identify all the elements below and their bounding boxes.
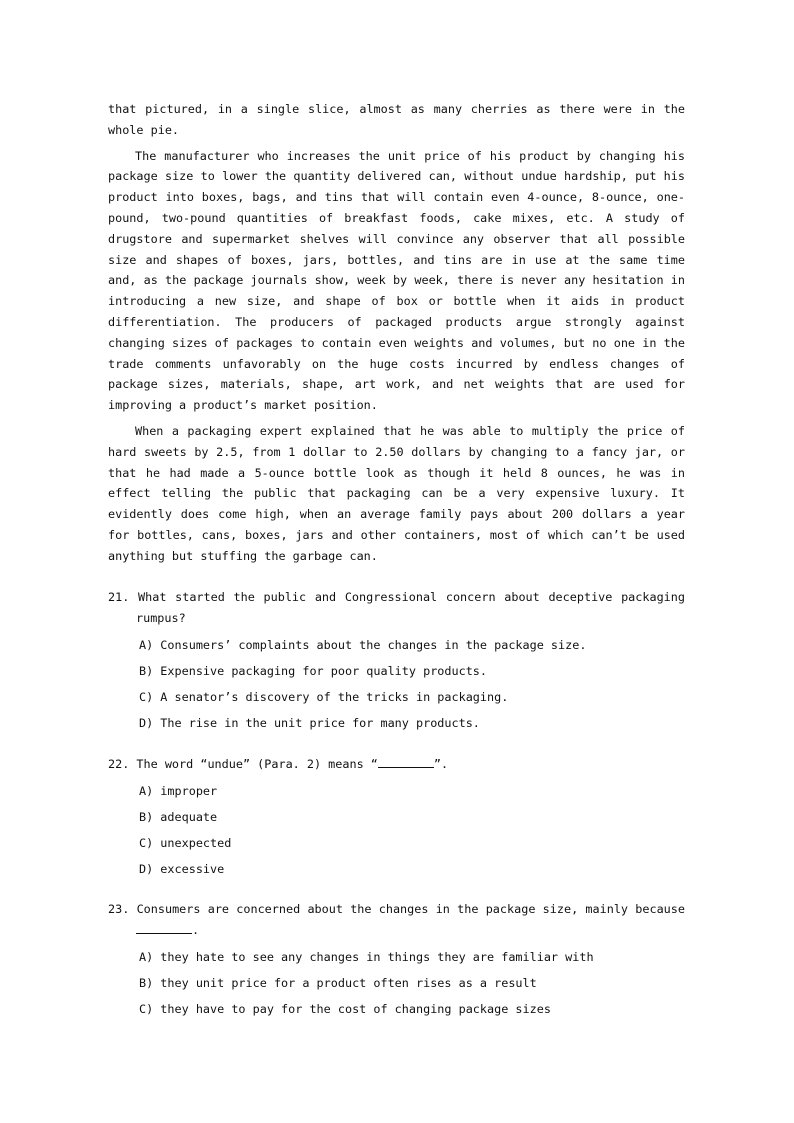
question-21-option-b: B) Expensive packaging for poor quality products. — [139, 663, 488, 678]
question-21-stem — [108, 587, 685, 629]
question-22-number: 22. — [108, 757, 130, 771]
question-22-option-b: B) adequate — [139, 809, 218, 824]
question-21 — [108, 587, 685, 736]
question-23 — [108, 899, 685, 1022]
question-21-option-d: D) The rise in the unit price for many products. — [139, 715, 480, 730]
passage — [108, 99, 685, 567]
question-23-option-c: C) they have to pay for the cost of changing package sizes — [139, 1001, 551, 1016]
question-23-stem — [108, 899, 685, 941]
question-23-text-before: Consumers are concerned about the changes in the package size, mainly because — [136, 902, 685, 916]
question-22-option-a: A) improper — [139, 783, 218, 798]
question-21-text: What started the public and Congressional concern about deceptive packaging rumpus? — [136, 590, 685, 625]
passage-paragraph-3: When a packaging expert explained that he was able to multiply the price of hard sweets by 2.5, from 1 dollar to 2.50 dollars by changing to a fancy jar, or that he had made a 5-ounce bottle look as though it held 8 ounces, he was in effect telling the public that packaging can be a very expensive luxury. It evidently does come high, when an average family pays about 200 dollars a year for bottles, cans, boxes, jars and other containers, most of which can’t be used anything but stuffing the garbage can. — [108, 423, 685, 563]
question-22-blank — [378, 754, 434, 768]
question-22 — [108, 754, 685, 882]
question-23-option-b: B) they unit price for a product often rises as a result — [139, 975, 537, 990]
question-22-options — [108, 778, 685, 882]
question-22-stem — [108, 754, 685, 775]
passage-paragraph-2: The manufacturer who increases the unit price of his product by changing his package size to lower the quantity delivered can, without undue hardship, put his product into boxes, bags, and tins that will contain even 4-ounce, 8-ounce, one-pound, two-pound quantities of breakfast foods, cake mixes, etc. A study of drugstore and supermarket shelves will convince any observer that all possible size and shapes of boxes, jars, bottles, and tins are in use at the same time and, as the package journals show, week by week, there is never any hesitation in introducing a new size, and shape of box or bottle when it aids in product differentiation. The producers of packaged products argue strongly against changing sizes of packages to contain even weights and volumes, but no one in the trade comments unfavorably on the huge costs incurred by endless changes of package sizes, materials, shape, art work, and net weights that are used for improving a product’s market position. — [108, 148, 685, 413]
question-22-text-before: The word “undue” (Para. 2) means “ — [136, 757, 378, 771]
question-23-options — [108, 944, 685, 1022]
question-22-option-d: D) excessive — [139, 861, 225, 876]
question-21-options — [108, 632, 685, 736]
question-23-number: 23. — [108, 902, 130, 916]
question-21-option-c: C) A senator’s discovery of the tricks in packaging. — [139, 689, 509, 704]
question-21-option-a: A) Consumers’ complaints about the changes in the package size. — [139, 637, 587, 652]
question-23-text-after: . — [192, 922, 200, 937]
question-22-option-c: C) unexpected — [139, 835, 232, 850]
passage-paragraph-1: that pictured, in a single slice, almost as many cherries as there were in the whole pie. — [108, 102, 685, 137]
question-23-option-a: A) they hate to see any changes in things they are familiar with — [139, 949, 594, 964]
question-21-number: 21. — [108, 590, 130, 604]
question-22-text-after: ”. — [433, 757, 449, 771]
question-23-blank — [136, 920, 192, 934]
